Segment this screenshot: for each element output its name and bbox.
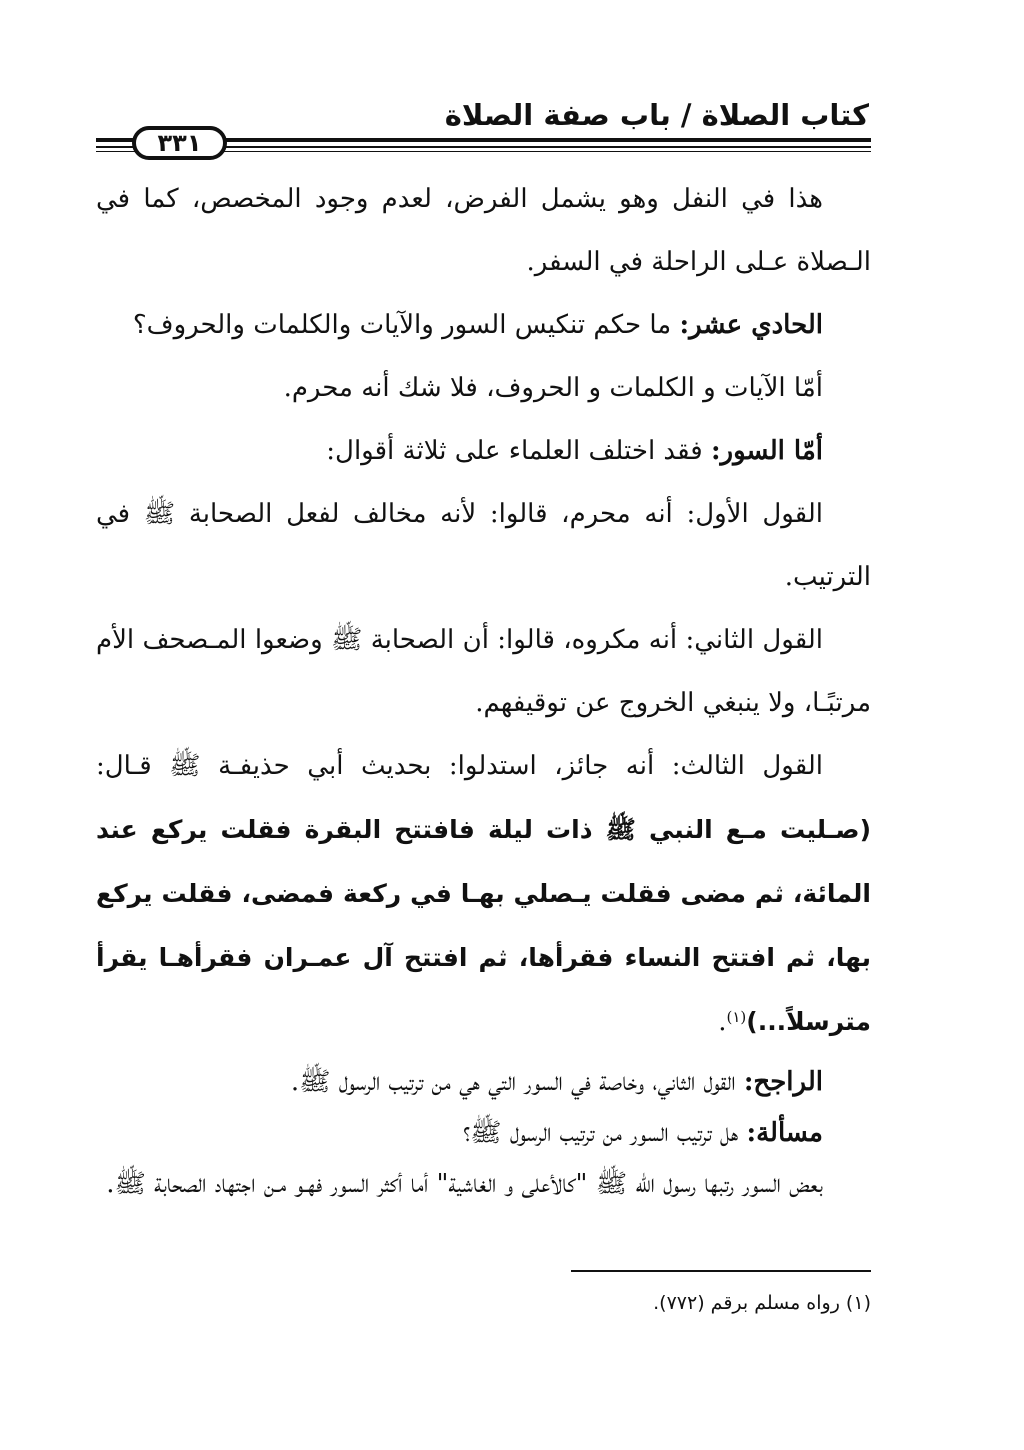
conclusion-label: الراجح:: [743, 1067, 823, 1097]
opinion-paragraph: القول الثالث: أنه جائز، استدلوا: بحديث أبي حذيفـة ﷺ قـال: (صـليت مـع النبي ﷺ ذات ليلة فافتتح البقرة فقلت يركع عند المائة، ثم مضى فقلت يـصلي بهـا في ركعة فمضى، فقلت يركع بها، ثم افتتح النساء فقرأها، ثم افتتح آل عمـران فقرأهـا يقرأ مترسلاً...)$^{(١)}$.: [96, 751, 871, 1037]
question-label: الحادي عشر:: [679, 310, 823, 340]
paragraph: [96, 357, 871, 420]
footnote: (١) رواه مسلم برقم (٧٧٢).: [653, 1292, 871, 1314]
paragraph-text: القول الثالث: أنه جائز، استدلوا: بحديث أبي حذيفـة ﷺ قـال:: [96, 751, 823, 781]
hadith-quote: (صـليت مـع النبي ﷺ ذات ليلة فافتتح البقرة فقلت يركع عند المائة، ثم مضى فقلت يـصلي بهـا في ركعة فمضى، فقلت يركع بها، ثم افتتح النساء فقرأها، ثم افتتح آل عمـران فقرأهـا يقرأ مترسلاً...): [96, 815, 871, 1036]
paragraph-text: بعض السور رتبها رسول الله ﷺ "كالأعلى و الغاشية" أما أكثر السور فهـو مـن اجتهاد الصحابة ﷺ.: [106, 1169, 823, 1199]
issue-label: مسألة:: [746, 1118, 823, 1148]
conclusion-paragraph: [96, 1057, 871, 1108]
paragraph-text: هل ترتيب السور من ترتيب الرسول ﷺ؟: [462, 1118, 747, 1148]
paragraph-text: فقد اختلف العلماء على ثلاثة أقوال:: [326, 436, 711, 466]
paragraph-text: القول الثاني: أنه مكروه، قالوا: أن الصحابة ﷺ وضعوا المـصحف الأم مرتبًـا، ولا ينبغي الخروج عن توقيفهم.: [96, 625, 871, 718]
paragraph-text: القول الأول: أنه محرم، قالوا: لأنه مخالف لفعل الصحابة ﷺ في الترتيب.: [96, 499, 871, 592]
main-text: [96, 168, 871, 1210]
paragraph-text: القول الثاني، وخاصة في السور التي هي من ترتيب الرسول ﷺ.: [290, 1067, 744, 1097]
paragraph: [96, 420, 871, 483]
running-header: كتاب الصلاة / باب صفة الصلاة: [444, 98, 869, 132]
paragraph-text: هذا في النفل وهو يشمل الفرض، لعدم وجود المخصص، كما في الـصلاة عـلى الراحلة في السفر.: [96, 184, 871, 277]
question-paragraph: [96, 294, 871, 357]
issue-paragraph: [96, 1108, 871, 1159]
footnote-divider: [571, 1270, 871, 1272]
section-label: أمّا السور:: [710, 436, 823, 466]
opinion-paragraph: [96, 609, 871, 735]
question-text: ما حكم تنكيس السور والآيات والكلمات والحروف؟: [132, 310, 680, 340]
paragraph-text: أمّا الآيات و الكلمات و الحروف، فلا شك أنه محرم.: [283, 373, 823, 403]
opinion-paragraph: [96, 483, 871, 609]
footnote-reference: (١): [726, 1008, 747, 1026]
page-number: ٣٣١: [132, 126, 227, 160]
paragraph: [96, 168, 871, 294]
paragraph: [96, 1159, 871, 1210]
